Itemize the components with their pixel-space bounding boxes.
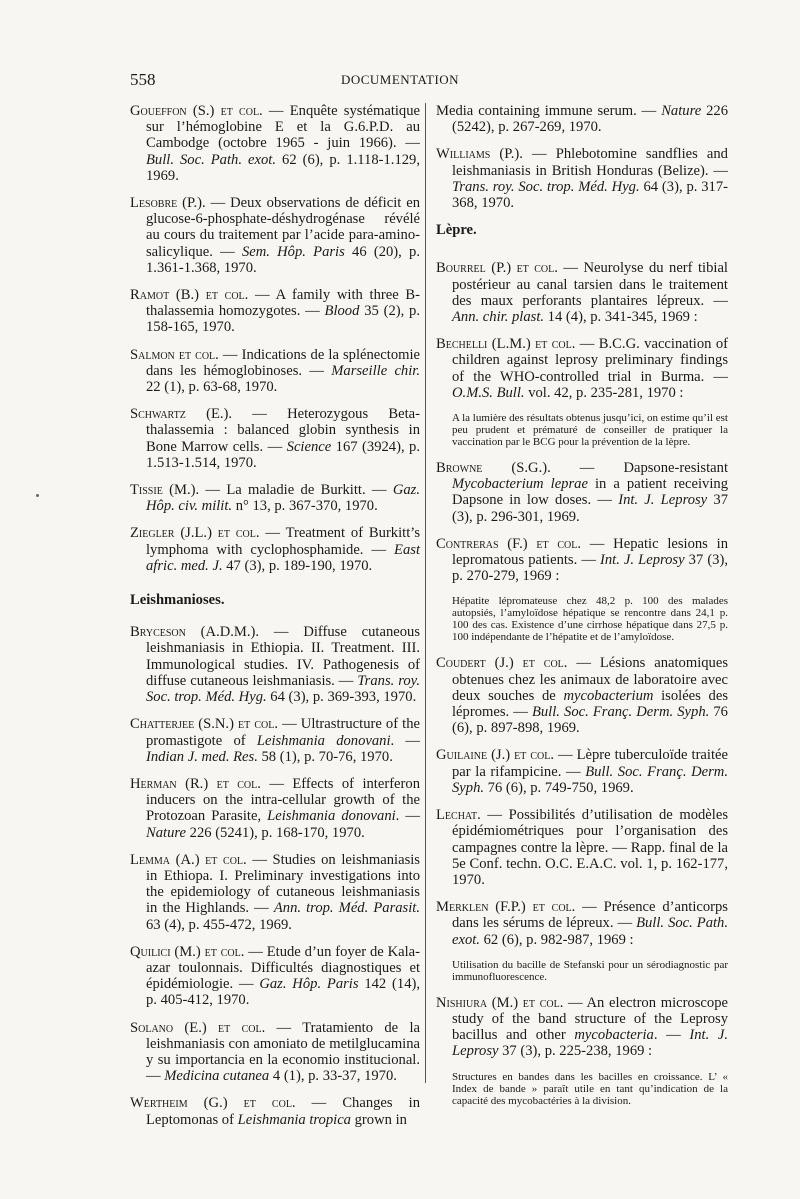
bibliography-entry: Wertheim (G.) et col. — Changes in Leptomonas of Leishmania tropica grown in	[130, 1095, 420, 1128]
entry-author: Bryceson (A.D.M.).	[130, 624, 260, 641]
bibliography-entry: Lechat. — Possibilités d’utilisation de modèles épidémiométriques pour l’organisation des campagnes contre la lèpre. — Rapp. final de la 5e Conf. techn. O.C. E.A.C. vol. 1, p. 162-177, 1970.	[436, 807, 728, 888]
bibliography-entry: Salmon et col. — Indications de la splénectomie dans les hémoglobinoses. — Marseille chir. 22 (1), p. 63-68, 1970.	[130, 346, 420, 396]
entry-author: Quilici (M.) et col.	[130, 943, 245, 960]
left-column	[130, 103, 420, 1139]
entry-title-italic: Int. J. Leprosy	[618, 492, 708, 509]
column-divider	[425, 103, 426, 1083]
entry-title-italic: Leishmania donovani	[267, 808, 396, 825]
bibliography-entry: Williams (P.). — Phlebotomine sandflies and leishmaniasis in British Honduras (Belize). — Trans. roy. Soc. trop. Méd. Hyg. 64 (3), p. 317-368, 1970.	[436, 146, 728, 212]
entry-note: A la lumière des résultats obtenus jusqu’ici, on estime qu’il est peu prudent et prématuré de conseiller de pratiquer la vaccination par le BCG pour la prévention de la lèpre.	[452, 412, 728, 449]
entry-note: Structures en bandes dans les bacilles en croissance. L’ « Index de bande » paraît utile en tant qu’indication de la capacité des mycobactéries à la division.	[452, 1070, 728, 1107]
entry-title-italic: Nature	[661, 103, 702, 119]
entry-title-italic: Bull. Soc. Franç. Derm. Syph.	[452, 763, 728, 796]
entry-author: Goueffon (S.) et col.	[130, 103, 263, 119]
entry-title-italic: Marseille chir.	[331, 362, 420, 379]
entry-author: Ziegler (J.L.) et col.	[130, 525, 260, 542]
entry-title-italic: Ann. chir. plast.	[452, 309, 545, 326]
entry-author: Herman (R.) et col.	[130, 775, 261, 792]
entry-title-italic: Mycobacterium leprae	[452, 476, 588, 493]
page-number: 558	[130, 70, 156, 89]
bibliography-entry: Browne (S.G.). — Dapsone-resistant Mycobacterium leprae in a patient receiving Dapsone in low doses. — Int. J. Leprosy 37 (3), p. 296-301, 1969.	[436, 460, 728, 525]
entry-title-italic: Leishmania tropica	[237, 1111, 351, 1128]
entry-title-italic: O.M.S. Bull.	[452, 384, 525, 401]
entry-title-italic: mycobacteria	[574, 1027, 654, 1044]
entry-author: Lemma (A.) et col.	[130, 851, 247, 868]
entry-author: Schwartz (E.).	[130, 406, 233, 423]
bibliography-entry: Goueffon (S.) et col. — Enquête systématique sur l’hémoglobine E et la G.6.P.D. au Cambodge (octobre 1965 - juin 1966). — Bull. Soc. Path. exot. 62 (6), p. 1.118-1.129, 1969.	[130, 103, 420, 184]
entry-title-italic: Trans. roy. Soc. trop. Méd. Hyg.	[146, 672, 420, 706]
entry-title-italic: Blood	[324, 303, 360, 320]
right-entries-b	[436, 260, 728, 1106]
running-title: DOCUMENTATION	[340, 72, 460, 87]
section-heading-lepre: Lèpre.	[436, 222, 477, 239]
entry-title-italic: Gaz. Hôp. Paris	[259, 976, 359, 993]
entry-author: Salmon et col.	[130, 346, 219, 363]
left-entries-b	[130, 624, 420, 1127]
entry-title-italic: Int. J. Leprosy	[599, 552, 685, 569]
bibliography-entry: Lesobre (P.). — Deux observations de déficit en glucose-6-phosphate-déshydrogénase révélé au cours du traitement par l’acide para-amino-salicylique. — Sem. Hôp. Paris 46 (20), p. 1.361-1.368, 1970.	[130, 195, 420, 276]
entry-author: Lesobre (P.).	[130, 195, 206, 212]
bibliography-entry: Tissie (M.). — La maladie de Burkitt. — Gaz. Hôp. civ. milit. n° 13, p. 367-370, 1970.	[130, 482, 420, 515]
bibliography-entry: Schwartz (E.). — Heterozygous Beta-thalassemia : balanced globin synthesis in Bone Marrow cells. — Science 167 (3924), p. 1.513-1.514, 1970.	[130, 406, 420, 471]
bibliography-entry: Bechelli (L.M.) et col. — B.C.G. vaccination of children against leprosy preliminary findings of the WHO-controlled trial in Burma. — O.M.S. Bull. vol. 42, p. 235-281, 1970 :	[436, 336, 728, 401]
entry-title-italic: Gaz. Hôp. civ. milit.	[146, 482, 420, 515]
entry-author: Bourrel (P.) et col.	[436, 260, 558, 277]
entry-title-italic: Bull. Soc. Franç. Derm. Syph.	[531, 704, 710, 721]
bibliography-entry: Quilici (M.) et col. — Etude d’un foyer de Kala-azar toulonnais. Difficultés diagnostiques et épidémiologie. — Gaz. Hôp. Paris 142 (14), p. 405-412, 1970.	[130, 943, 420, 1009]
bibliography-entry: Nishiura (M.) et col. — An electron microscope study of the band structure of the Leprosy bacillus and other mycobacteria. — Int. J. Leprosy 37 (3), p. 225-238, 1969 :	[436, 994, 728, 1060]
entry-author: Coudert (J.) et col.	[436, 655, 568, 672]
bibliography-entry: Solano (E.) et col. — Tratamiento de la leishmaniasis con amoniato de metilglucamina y su importancia en la economio institucional. — Medicina cutanea 4 (1), p. 33-37, 1970.	[130, 1019, 420, 1085]
bibliography-entry: Herman (R.) et col. — Effects of interferon inducers on the intra-cellular growth of the Protozoan Parasite, Leishmania donovani. — Nature 226 (5241), p. 168-170, 1970.	[130, 775, 420, 841]
entry-author: Lechat.	[436, 807, 481, 824]
entry-title-italic: Bull. Soc. Path. exot.	[146, 151, 276, 168]
bibliography-entry: Guilaine (J.) et col. — Lèpre tuberculoïde traitée par la rifampicine. — Bull. Soc. Franç. Derm. Syph. 76 (6), p. 749-750, 1969.	[436, 747, 728, 796]
right-entries-a	[436, 103, 728, 211]
bibliography-entry: Lemma (A.) et col. — Studies on leishmaniasis in Ethiopa. I. Preliminary investigations into the epidemiology of cutaneous leishmaniasis in the Highlands. — Ann. trop. Méd. Parasit. 63 (4), p. 455-472, 1969.	[130, 851, 420, 933]
entry-author: Solano (E.) et col.	[130, 1019, 266, 1036]
entry-title-italic: Medicina cutanea	[164, 1068, 270, 1085]
bibliography-entry: Merklen (F.P.) et col. — Présence d’anticorps dans les sérums de lépreux. — Bull. Soc. Path. exot. 62 (6), p. 982-987, 1969 :	[436, 899, 728, 948]
entry-author: Contreras (F.) et col.	[436, 535, 582, 552]
bibliography-entry: Chatterjee (S.N.) et col. — Ultrastructure of the promastigote of Leishmania donovani. — Indian J. med. Res. 58 (1), p. 70-76, 1970.	[130, 716, 421, 765]
entry-title-italic: Bull. Soc. Path. exot.	[452, 915, 728, 948]
entry-author: Bechelli (L.M.) et col.	[436, 336, 576, 353]
entry-title-italic: Leishmania donovani	[256, 732, 391, 749]
bibliography-entry: Media containing immune serum. — Nature 226 (5242), p. 267-269, 1970.	[436, 103, 728, 136]
entry-note: Utilisation du bacille de Stefanski pour un sérodiagnostic par immunofluorescence.	[452, 958, 728, 983]
entry-author: Nishiura (M.) et col.	[436, 994, 564, 1011]
entry-author: Guilaine (J.) et col.	[436, 747, 554, 764]
entry-author: Williams (P.).	[436, 146, 523, 163]
entry-author: Ramot (B.) et col.	[130, 287, 249, 304]
entry-note: Hépatite lépromateuse chez 48,2 p. 100 des malades autopsiés, l’amyloïdose hépatique se rencontre dans 24,1 p. 100 des cas. Existence d’une cirrhose hépatique dans 27,5 p. 100 indépendante de l’hépatite et de l’amyloïdose.	[452, 595, 728, 644]
left-entries-a	[130, 103, 420, 574]
margin-mark	[36, 494, 39, 497]
bibliography-entry: Bourrel (P.) et col. — Neurolyse du nerf tibial postérieur au canal tarsien dans le traitement des maux perforants plantaires lépreux. — Ann. chir. plast. 14 (4), p. 341-345, 1969 :	[436, 260, 728, 326]
entry-title-italic: East afric. med. J.	[146, 541, 420, 574]
entry-author: Browne (S.G.).	[436, 460, 551, 477]
entry-author: Merklen (F.P.) et col.	[436, 899, 576, 916]
entry-author: Tissie (M.).	[130, 482, 200, 499]
entry-author: Wertheim (G.) et col.	[130, 1095, 296, 1112]
entry-title-italic: Sem. Hôp. Paris	[241, 243, 345, 260]
section-heading-leishmanioses: Leishmanioses.	[130, 592, 225, 609]
entry-title-italic: Trans. roy. Soc. trop. Méd. Hyg.	[452, 178, 640, 195]
bibliography-entry: Ziegler (J.L.) et col. — Treatment of Burkitt’s lymphoma with cyclophosphamide. — East afric. med. J. 47 (3), p. 189-190, 1970.	[130, 525, 420, 574]
entry-title-italic: mycobacterium	[563, 687, 654, 704]
bibliography-entry: Contreras (F.) et col. — Hepatic lesions in lepromatous patients. — Int. J. Leprosy 37 (3), p. 270-279, 1969 :	[436, 535, 728, 585]
right-column	[436, 103, 728, 1119]
bibliography-entry: Ramot (B.) et col. — A family with three B-thalassemia homozygotes. — Blood 35 (2), p. 158-165, 1970.	[130, 287, 420, 336]
entry-author: Chatterjee (S.N.) et col.	[130, 716, 278, 733]
entry-title-italic: Ann. trop. Méd. Parasit.	[273, 900, 420, 917]
bibliography-entry: Coudert (J.) et col. — Lésions anatomiques obtenues chez les animaux de laboratoire avec deux souches de mycobacterium isolées des lépromes. — Bull. Soc. Franç. Derm. Syph. 76 (6), p. 897-898, 1969.	[436, 655, 728, 737]
entry-title-italic: Indian J. med. Res.	[146, 748, 258, 765]
bibliography-entry: Bryceson (A.D.M.). — Diffuse cutaneous leishmaniasis in Ethiopia. II. Treatment. III. Immunological studies. IV. Pathogenesis of diffuse cutaneous leishmaniasis. — Trans. roy. Soc. trop. Méd. Hyg. 64 (3), p. 369-393, 1970.	[130, 624, 420, 706]
entry-title-italic: Int. J. Leprosy	[452, 1027, 728, 1060]
entry-title-italic: Science	[286, 438, 332, 455]
entry-title-italic: Nature	[146, 824, 186, 841]
